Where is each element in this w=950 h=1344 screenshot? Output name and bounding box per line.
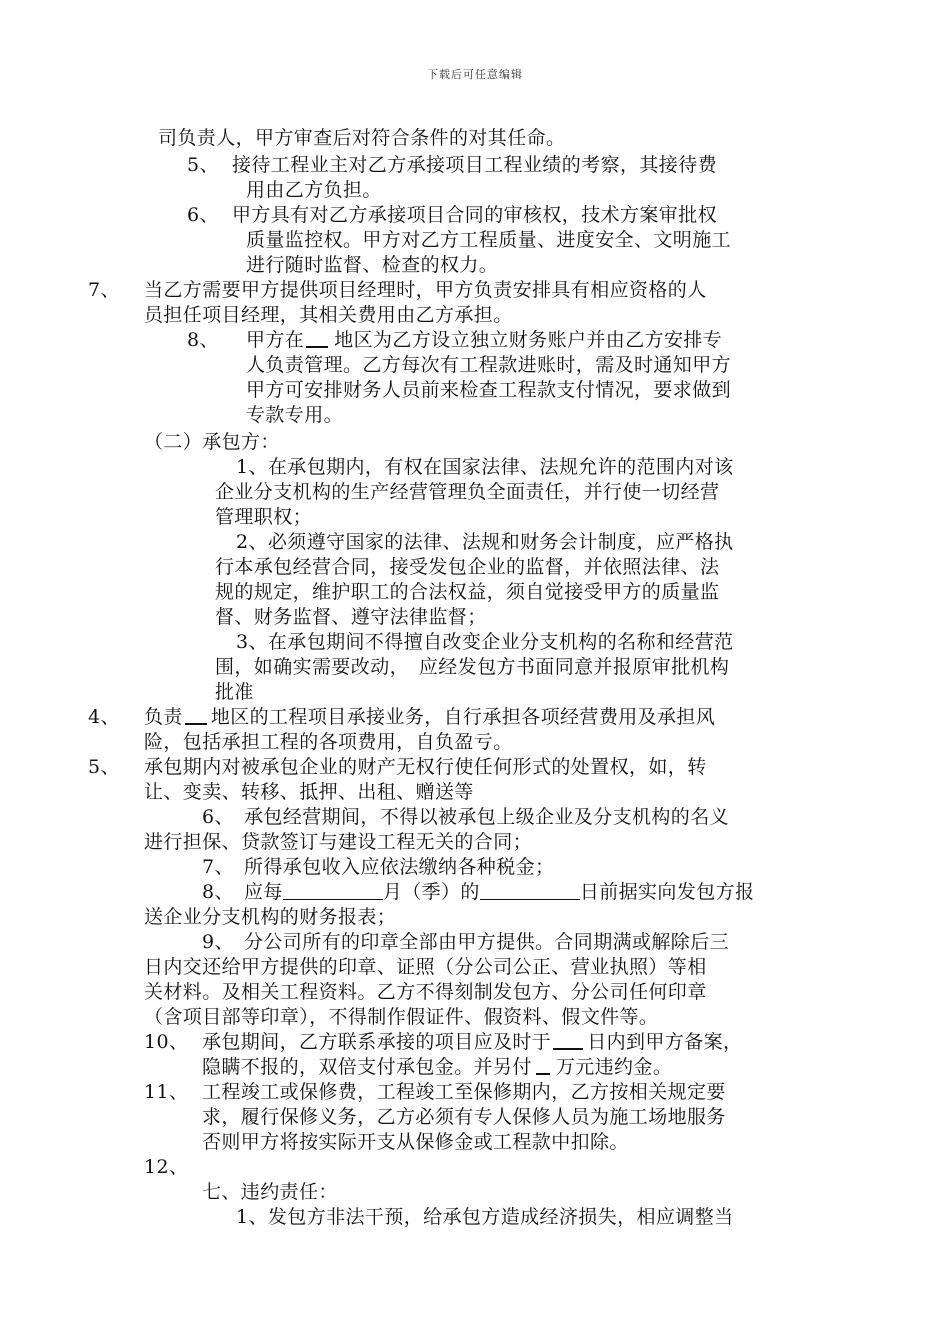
text-line: 围，如确实需要改动， 应经发包方书面同意并报原审批机构 <box>215 656 730 678</box>
item-number: 8、 <box>187 329 219 351</box>
text-line: 管理职权； <box>215 506 313 528</box>
text-line: 进行担保、贷款签订与建设工程无关的合同； <box>144 831 533 853</box>
text-line: 承包经营期间，不得以被承包上级企业及分支机构的名义 <box>244 806 730 828</box>
fill-blank <box>306 330 328 348</box>
text-line: 1、发包方非法干预，给承包方造成经济损失，相应调整当 <box>236 1206 734 1228</box>
text-line <box>246 328 722 352</box>
item-number: 11、 <box>144 1081 189 1103</box>
text-line: 行本承包经营合同，接受发包企业的监督，并依照法律、法 <box>215 556 720 578</box>
text-segment: 万元违约金。 <box>555 1056 673 1078</box>
text-line: 企业分支机构的生产经营管理负全面责任，并行使一切经营 <box>215 481 720 503</box>
text-line: 质量监控权。甲方对乙方工程质量、进度安全、文明施工 <box>246 229 732 251</box>
text-line: 所得承包收入应依法缴纳各种税金； <box>244 856 555 878</box>
text-segment: 负责 <box>144 706 183 728</box>
text-line: 进行随时监督、检查的权力。 <box>246 254 499 276</box>
text-line: 督、财务监督、遵守法律监督； <box>215 606 487 628</box>
item-number: 5、 <box>187 154 219 176</box>
text-line: 让、变卖、转移、抵押、出租、赠送等 <box>144 781 474 803</box>
text-line: 分公司所有的印章全部由甲方提供。合同期满或解除后三 <box>244 931 730 953</box>
text-line: 送企业分支机构的财务报表； <box>144 906 397 928</box>
text-line: 求，履行保修义务，乙方必须有专人保修人员为施工场地服务 <box>202 1106 726 1128</box>
section-heading: （二）承包方： <box>144 431 280 453</box>
text-line: 否则甲方将按实际开支从保修金或工程款中扣除。 <box>202 1131 629 1153</box>
text-line: 关材料。及相关工程资料。乙方不得刻制发包方、分公司任何印章 <box>144 981 707 1003</box>
page-header: 下载后可任意编辑 <box>427 68 523 81</box>
item-number: 5、 <box>88 756 120 778</box>
text-line: 险，包括承担工程的各项费用，自负盈亏。 <box>144 731 513 753</box>
fill-blank <box>283 883 383 900</box>
text-line: 日内交还给甲方提供的印章、证照（分公司公正、营业执照）等相 <box>144 956 707 978</box>
fill-blank <box>553 1032 583 1050</box>
text-line <box>202 1030 742 1054</box>
text-line: 接待工程业主对乙方承接项目工程业绩的考察，其接待费 <box>232 154 718 176</box>
text-line <box>144 705 715 729</box>
section-heading: 七、违约责任： <box>202 1181 338 1203</box>
text-line: 承包期内对被承包企业的财产无权行使任何形式的处置权，如，转 <box>144 756 707 778</box>
item-number: 7、 <box>88 279 120 301</box>
item-number: 7、 <box>202 856 234 878</box>
text-line: 人负责管理。乙方每次有工程款进账时，需及时通知甲方 <box>246 354 732 376</box>
text-segment: 应每 <box>244 881 283 903</box>
item-number: 9、 <box>202 931 234 953</box>
text-segment: 地区为乙方设立独立财务账户并由乙方安排专 <box>334 329 723 351</box>
text-line: 甲方具有对乙方承接项目合同的审核权，技术方案审批权 <box>232 204 718 226</box>
item-number: 4、 <box>88 706 120 728</box>
text-line: 3、在承包期间不得擅自改变企业分支机构的名称和经营范 <box>236 631 734 653</box>
fill-blank <box>536 1057 550 1075</box>
text-segment: 甲方在 <box>246 329 305 351</box>
item-number: 10、 <box>144 1031 189 1053</box>
item-number: 8、 <box>202 881 234 903</box>
text-line: 批准 <box>215 681 254 703</box>
text-segment: 隐瞒不报的，双倍支付承包金。并另付 <box>202 1056 532 1078</box>
text-line: 专款专用。 <box>246 404 344 426</box>
text-line: 员担任项目经理，其相关费用由乙方承担。 <box>144 304 513 326</box>
text-line <box>244 880 754 904</box>
text-segment: 承包期间，乙方联系承接的项目应及时于 <box>202 1031 552 1053</box>
text-segment: 月（季）的 <box>382 881 480 903</box>
item-number: 6、 <box>202 806 234 828</box>
text-line: 用由乙方负担。 <box>246 179 382 201</box>
fill-blank <box>185 707 207 725</box>
text-line: （含项目部等印章），不得制作假证件、假资料、假文件等。 <box>144 1006 659 1028</box>
text-line: 当乙方需要甲方提供项目经理时，甲方负责安排具有相应资格的人 <box>144 279 707 301</box>
text-line: 规的规定，维护职工的合法权益，须自觉接受甲方的质量监 <box>215 581 720 603</box>
text-line: 2、必须遵守国家的法律、法规和财务会计制度，应严格执 <box>236 531 734 553</box>
text-segment: 日前据实向发包方报 <box>579 881 755 903</box>
text-line <box>202 1055 672 1079</box>
item-number: 12、 <box>144 1156 189 1178</box>
text-line: 工程竣工或保修费，工程竣工至保修期内，乙方按相关规定要 <box>202 1081 726 1103</box>
item-number: 6、 <box>187 204 219 226</box>
text-line: 甲方可安排财务人员前来检查工程款支付情况，要求做到 <box>246 379 732 401</box>
text-segment: 地区的工程项目承接业务，自行承担各项经营费用及承担风 <box>210 706 716 728</box>
text-segment: 日内到甲方备案， <box>587 1031 743 1053</box>
fill-blank <box>480 883 580 900</box>
text-line: 司负责人，甲方审查后对符合条件的对其任命。 <box>158 127 566 149</box>
text-line: 1、在承包期内，有权在国家法律、法规允许的范围内对该 <box>236 456 734 478</box>
